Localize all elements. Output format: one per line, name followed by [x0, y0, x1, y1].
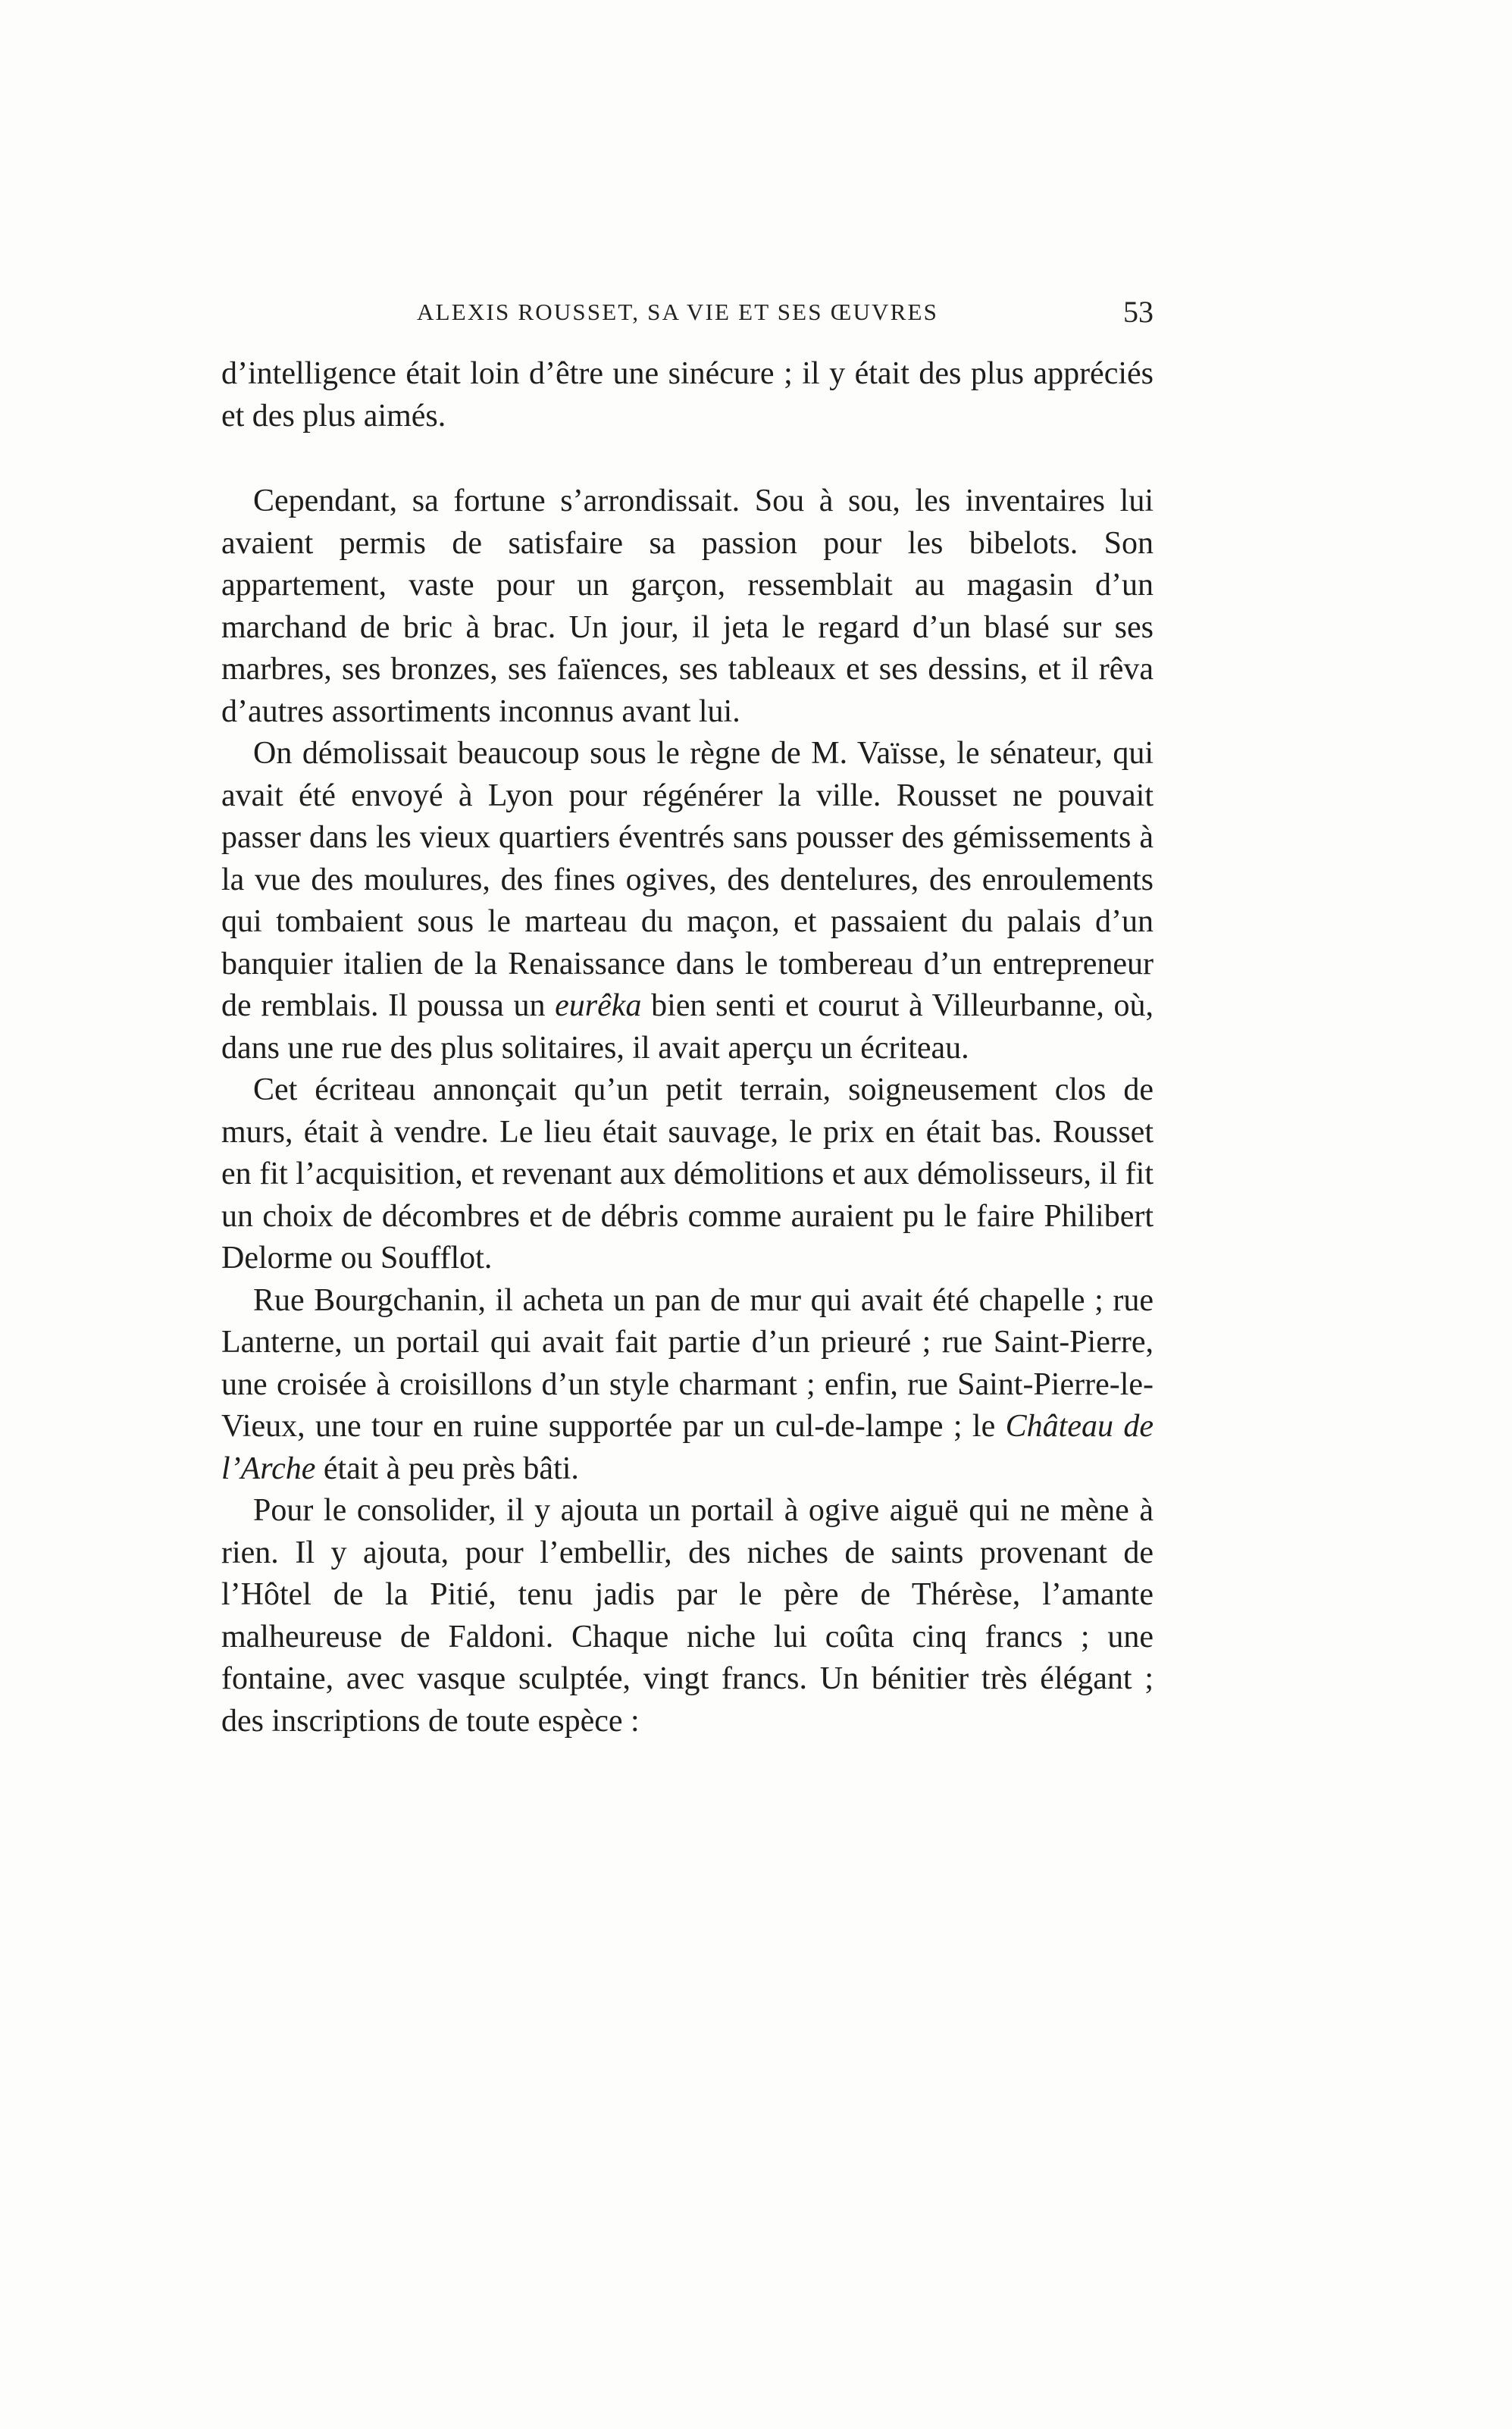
running-head [221, 294, 1154, 340]
body-text [221, 353, 1154, 1742]
paragraph: Cependant, sa fortune s’arrondissait. Sou à sou, les inventaires lui avaient permis de satisfaire sa passion pour les bibelots. Son appartement, vaste pour un garçon, ressemblait au magasin d’un marchand de bric à brac. Un jour, il jeta le regard d’un blasé sur ses marbres, ses bronzes, ses faïences, ses tableaux et ses dessins, et il rêva d’autres assortiments inconnus avant lui. [221, 484, 1154, 729]
paragraph: Pour le consolider, il y ajouta un portail à ogive aiguë qui ne mène à rien. Il y ajouta, pour l’embellir, des niches de saints provenant de l’Hôtel de la Pitié, tenu jadis par le père de Thérèse, l’amante malheureuse de Faldoni. Chaque niche lui coûta cinq francs ; une fontaine, avec vasque sculptée, vingt francs. Un bénitier très élégant ; des inscriptions de toute espèce : [221, 1493, 1154, 1739]
paragraph: Cet écriteau annonçait qu’un petit terrain, soigneusement clos de murs, était à vendre. Le lieu était sauvage, le prix en était bas. Rousset en fit l’acquisition, et revenant aux démolitions et aux démolisseurs, il fit un choix de décombres et de débris comme auraient pu le faire Philibert Delorme ou Soufflot. [221, 1072, 1154, 1276]
italic-title: Château de l’Arche [221, 1409, 1154, 1486]
paragraph-text: bien senti et courut à Villeurbanne, où, dans une rue des plus solitaires, il avait aperçu un écriteau. [221, 988, 1154, 1066]
paragraph [221, 733, 1154, 1069]
paragraph [221, 1280, 1154, 1491]
italic-word: eurêka [555, 988, 642, 1023]
paragraph: d’intelligence était loin d’être une sinécure ; il y était des plus appréciés et des plus aimés. [221, 356, 1154, 434]
paragraph-text: Rue Bourgchanin, il acheta un pan de mur qui avait été chapelle ; rue Lanterne, un portail qui avait fait partie d’un prieuré ; rue Saint-Pierre, une croisée à croisillons d’un style charmant ; enfin, rue Saint-Pierre-le-Vieux, une tour en ruine supportée par un cul-de-lampe ; le [221, 1282, 1154, 1444]
running-title: ALEXIS ROUSSET, SA VIE ET SES ŒUVRES [417, 299, 939, 325]
paragraph-text: On démolissait beaucoup sous le règne de M. Vaïsse, le sénateur, qui avait été envoyé à Lyon pour régénérer la ville. Rousset ne pouvait passer dans les vieux quartiers éventrés sans pousser des gémissements à la vue des moulures, des fines ogives, des dentelures, des enroulements qui tombaient sous le marteau du maçon, et passaient du palais d’un banquier italien de la Renaissance dans le tombereau d’un entrepreneur de remblais. Il poussa un [221, 736, 1154, 1023]
paragraph-text: était à peu près bâti. [323, 1451, 579, 1486]
page-number: 53 [1123, 295, 1154, 329]
